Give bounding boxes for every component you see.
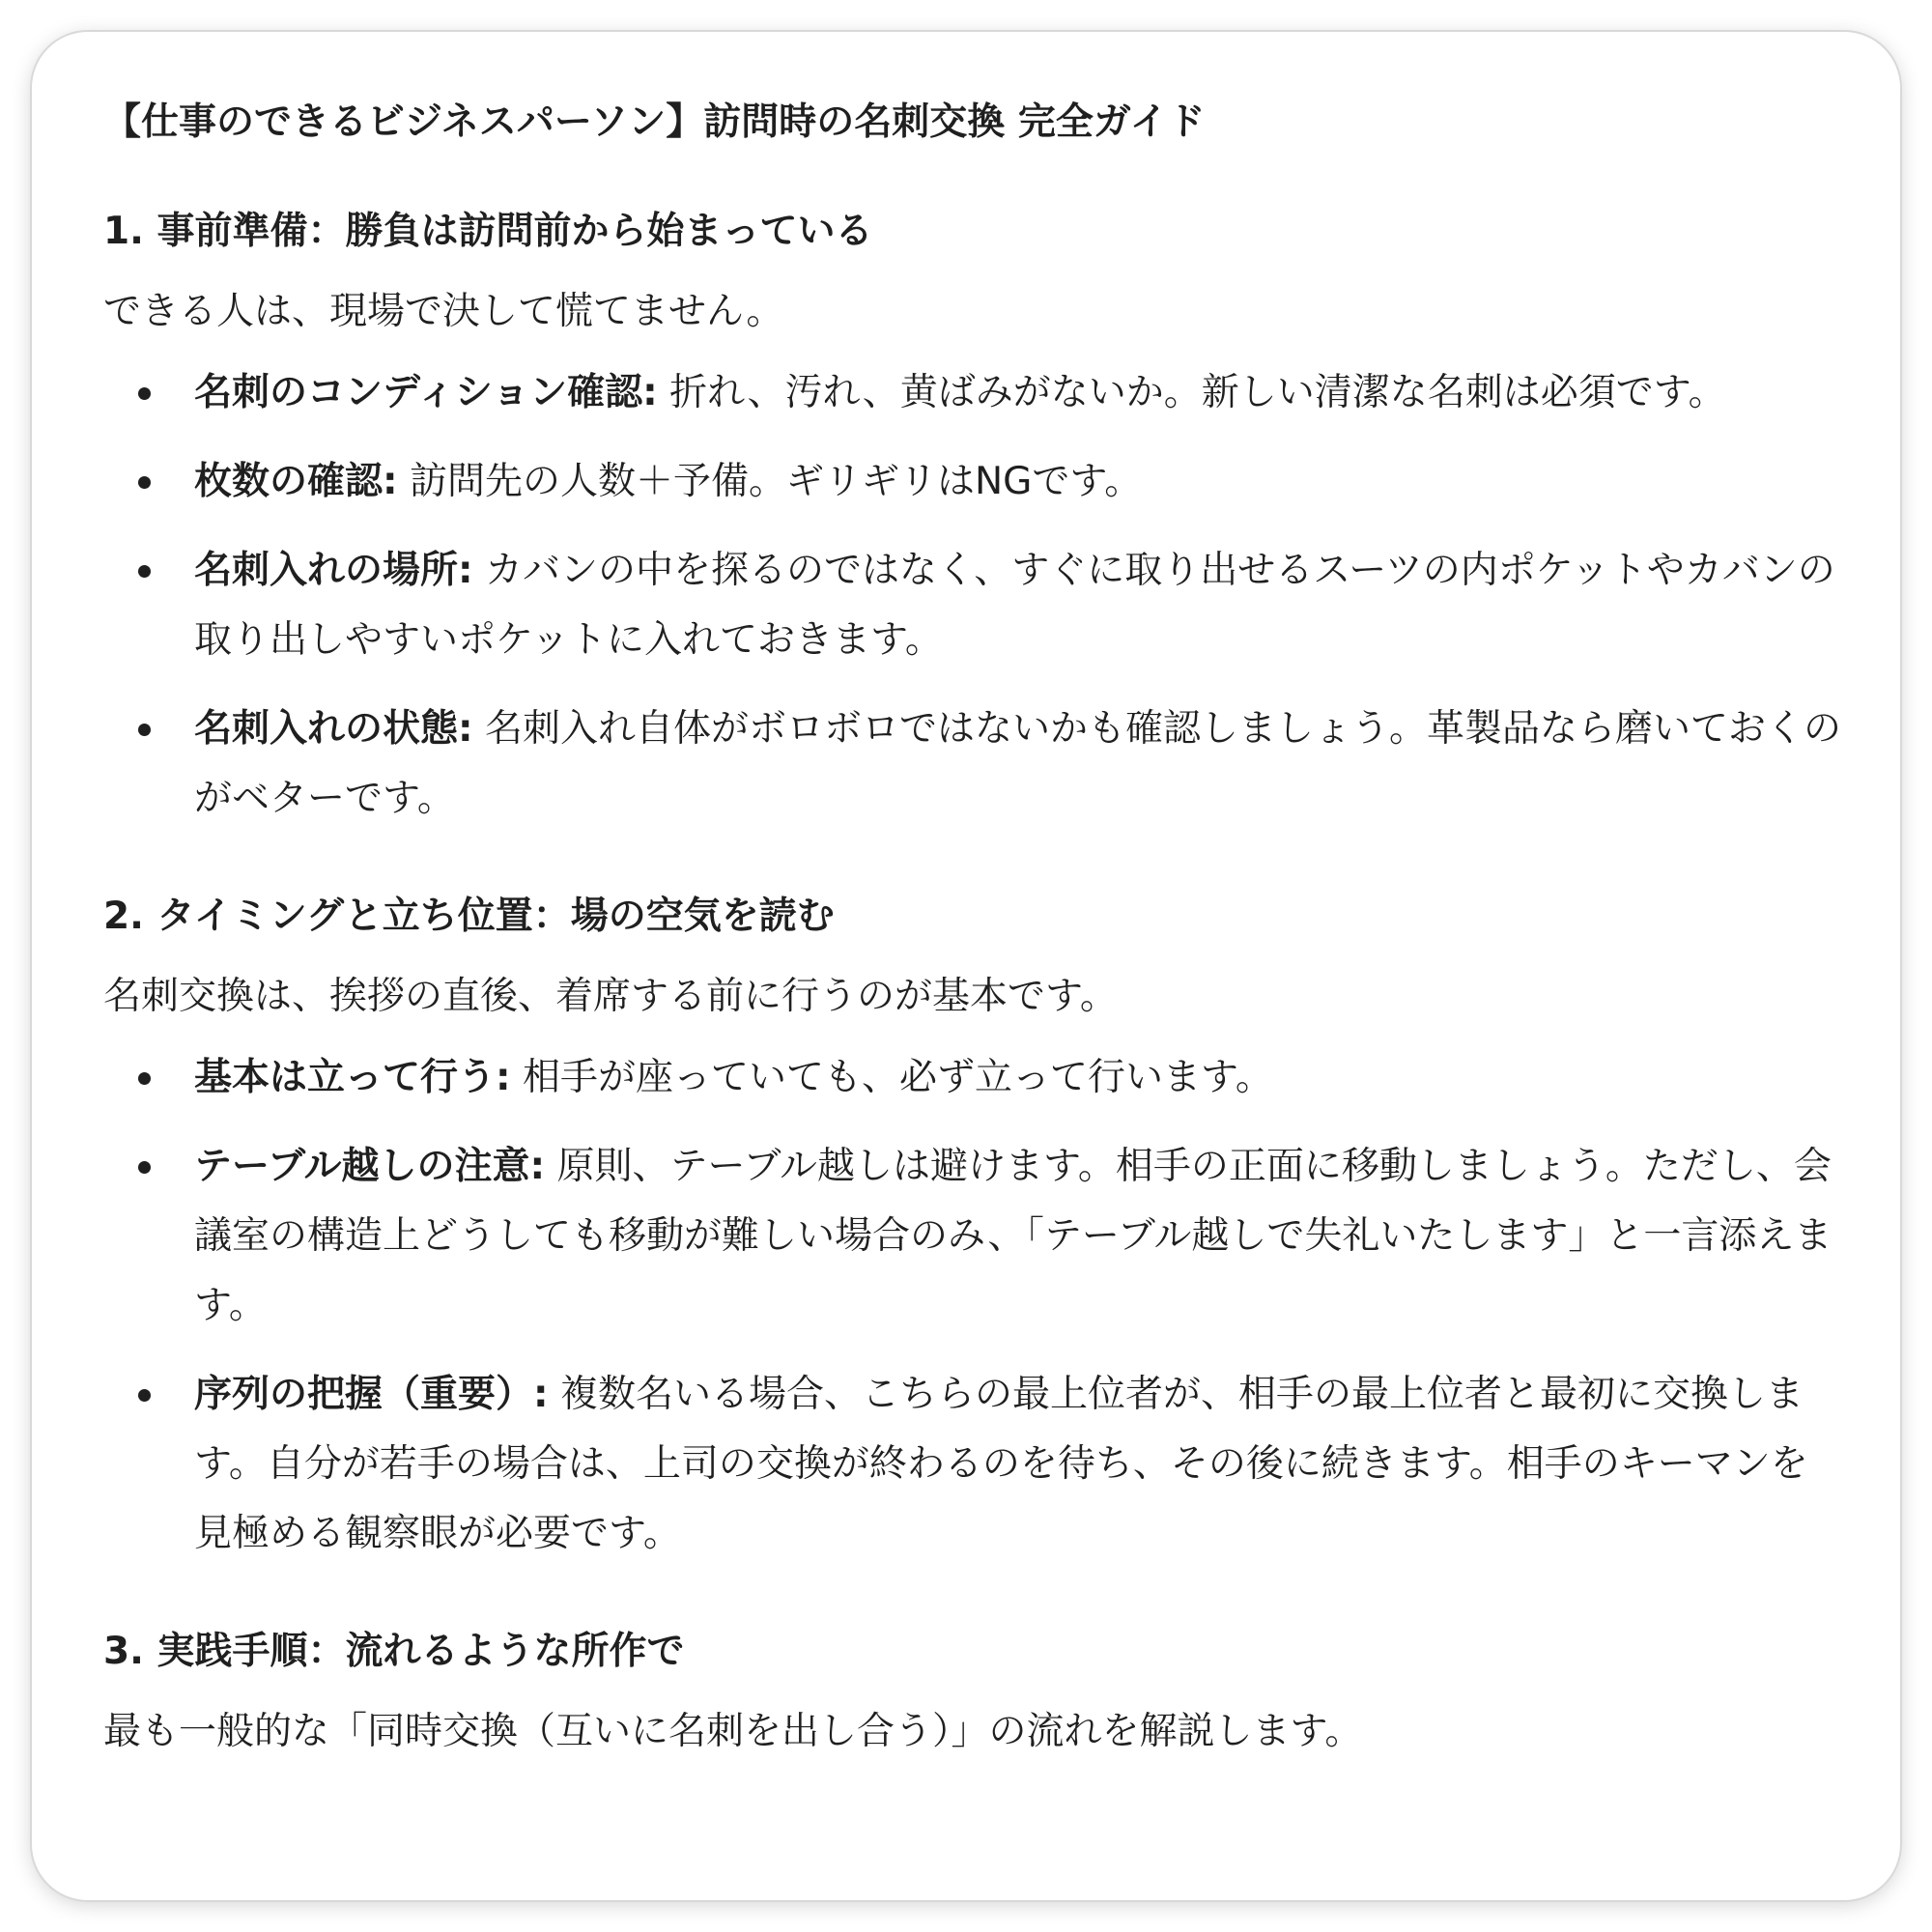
item-text: 訪問先の人数＋予備。ギリギリはNGです。 [397,459,1143,503]
item-term: 基本は立って行う: [194,1055,511,1099]
section-heading: 1. 事前準備：勝負は訪問前から始まっている [103,209,873,253]
document-card [32,32,1900,1900]
section-intro: 最も一般的な「同時交換（互いに名刺を出し合う）」の流れを解説します。 [103,1710,1363,1754]
item-text: 名刺入れ自体がボロボロではないかも確認しましょう。革製品なら磨いておくのがベターです。 [194,706,1842,820]
section-intro: 名刺交換は、挨拶の直後、着席する前に行うのが基本です。 [103,975,1118,1019]
section-timing-position [74,890,1861,1569]
item-term: 名刺のコンディション確認: [194,370,658,414]
item-term: 名刺入れの場所: [194,548,473,592]
item-text: 相手が座っていても、必ず立って行います。 [510,1055,1273,1099]
item-text: 複数名いる場合、こちらの最上位者が、相手の最上位者と最初に交換します。自分が若手の場合は、上司の交換が終わるのを待ち、その後に続きます。相手のキーマンを見極める観察眼が必要です。 [194,1372,1808,1555]
list-item [194,1132,1861,1341]
item-text: 原則、テーブル越しは避けます。相手の正面に移動しましょう。ただし、会議室の構造上どうしても移動が難しい場合のみ、「テーブル越しで失礼いたします」と一言添えます。 [194,1144,1833,1327]
bullet-icon [138,724,151,736]
item-text: 折れ、汚れ、黄ばみがないか。新しい清潔な名刺は必須です。 [657,370,1726,414]
item-text: カバンの中を探るのではなく、すぐに取り出せるスーツの内ポケットやカバンの取り出しやすいポケットに入れておきます。 [194,548,1835,662]
list-item [194,1043,1861,1113]
item-term: 序列の把握（重要）: [194,1372,549,1416]
item-term: 枚数の確認: [194,459,398,503]
section-preparation [74,205,1861,834]
item-term: 名刺入れの状態: [194,706,473,751]
list-item [194,536,1861,675]
document-title: 【仕事のできるビジネスパーソン】訪問時の名刺交換 完全ガイド [103,100,1206,144]
bullet-icon [138,1161,151,1174]
list-item [194,447,1861,517]
bullet-icon [138,565,151,578]
bullet-list [74,358,1861,834]
section-practice-steps [74,1625,1861,1761]
list-item [194,358,1861,428]
section-intro: できる人は、現場で決して慌てません。 [103,290,784,334]
section-heading: 2. タイミングと立ち位置：場の空気を読む [103,894,835,938]
bullet-list [74,1043,1861,1569]
bullet-icon [138,1389,151,1402]
bullet-icon [138,476,151,489]
list-item [194,695,1861,834]
list-item [194,1360,1861,1569]
item-term: テーブル越しの注意: [194,1144,546,1188]
bullet-icon [138,1072,151,1085]
bullet-icon [138,387,151,400]
section-heading: 3. 実践手順：流れるような所作で [103,1629,685,1673]
